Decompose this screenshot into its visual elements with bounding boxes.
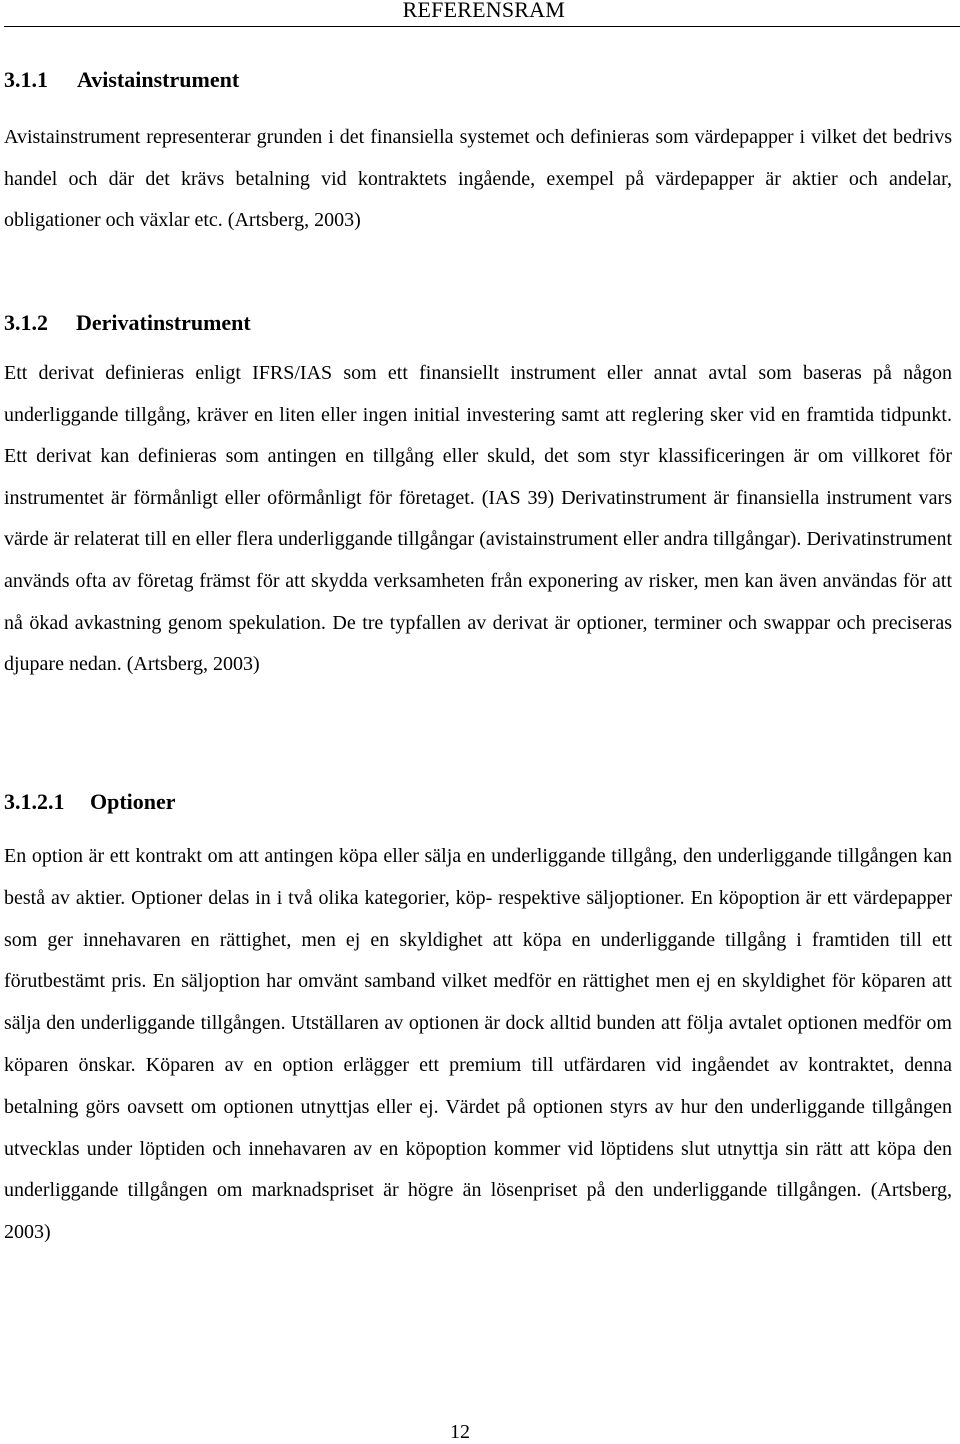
section-number: 3.1.2.1	[4, 789, 65, 814]
section-number: 3.1.2	[4, 310, 48, 335]
section-title: Derivatinstrument	[76, 310, 251, 335]
page-number: 12	[450, 1421, 470, 1443]
section-paragraph-derivatinstrument: Ett derivat definieras enligt IFRS/IAS som ett finansiellt instrument eller annat avtal som baseras på någon underliggande tillgång, kräver en liten eller ingen initial investering samt att reglering sker vid en framtida tidpunkt. Ett derivat kan definieras som antingen en tillgång eller skuld, det som styr klassificeringen är om villkoret för instrumentet är förmånligt eller oförmånligt för företaget. (IAS 39) Derivatinstrument är finansiella instrument vars värde är relaterat till en eller flera underliggande tillgångar (avistainstrument eller andra tillgångar). Derivatinstrument används ofta av företag främst för att skydda verksamheten från exponering av risker, men kan även användas för att nå ökad avkastning genom spekulation. De tre typfallen av derivat är optioner, terminer och swappar och preciseras djupare nedan. (Artsberg, 2003)	[4, 362, 952, 676]
section-number: 3.1.1	[4, 67, 48, 92]
running-header-title: REFERENSRAM	[402, 0, 565, 22]
section-paragraph-avistainstrument: Avistainstrument representerar grunden i det finansiella systemet och definieras som värdepapper i vilket det bedrivs handel och där det krävs betalning vid kontraktets ingående, exempel på värdepapper är aktier och andelar, obligationer och växlar etc. (Artsberg, 2003)	[4, 126, 952, 231]
section-heading-avistainstrument	[4, 67, 239, 93]
page-header	[0, 0, 960, 30]
section-title: Optioner	[90, 789, 176, 814]
section-paragraph-optioner: En option är ett kontrakt om att antingen köpa eller sälja en underliggande tillgång, den underliggande tillgången kan bestå av aktier. Optioner delas in i två olika kategorier, köp- respektive säljoptioner. En köpoption är ett värdepapper som ger innehavaren en rättighet, men ej en skyldighet att köpa en underliggande tillgång i framtiden till ett förutbestämt pris. En säljoption har omvänt samband vilket medför en rättighet men ej en skyldighet för köparen att sälja den underliggande tillgången. Utställaren av optionen är dock alltid bunden att följa avtalet optionen medför om köparen önskar. Köparen av en option erlägger ett premium till utfärdaren vid ingåendet av kontraktet, denna betalning görs oavsett om optionen utnyttjas eller ej. Värdet på optionen styrs av hur den underliggande tillgången utvecklas under löptiden och innehavaren av en köpoption kommer vid löptidens slut utnyttja sin rätt att köpa den underliggande tillgången om marknadspriset är högre än lösenpriset på den underliggande tillgången. (Artsberg, 2003)	[4, 845, 952, 1244]
section-heading-optioner	[4, 789, 176, 815]
section-title: Avistainstrument	[77, 67, 240, 92]
header-divider	[4, 26, 960, 27]
section-heading-derivatinstrument	[4, 310, 251, 336]
